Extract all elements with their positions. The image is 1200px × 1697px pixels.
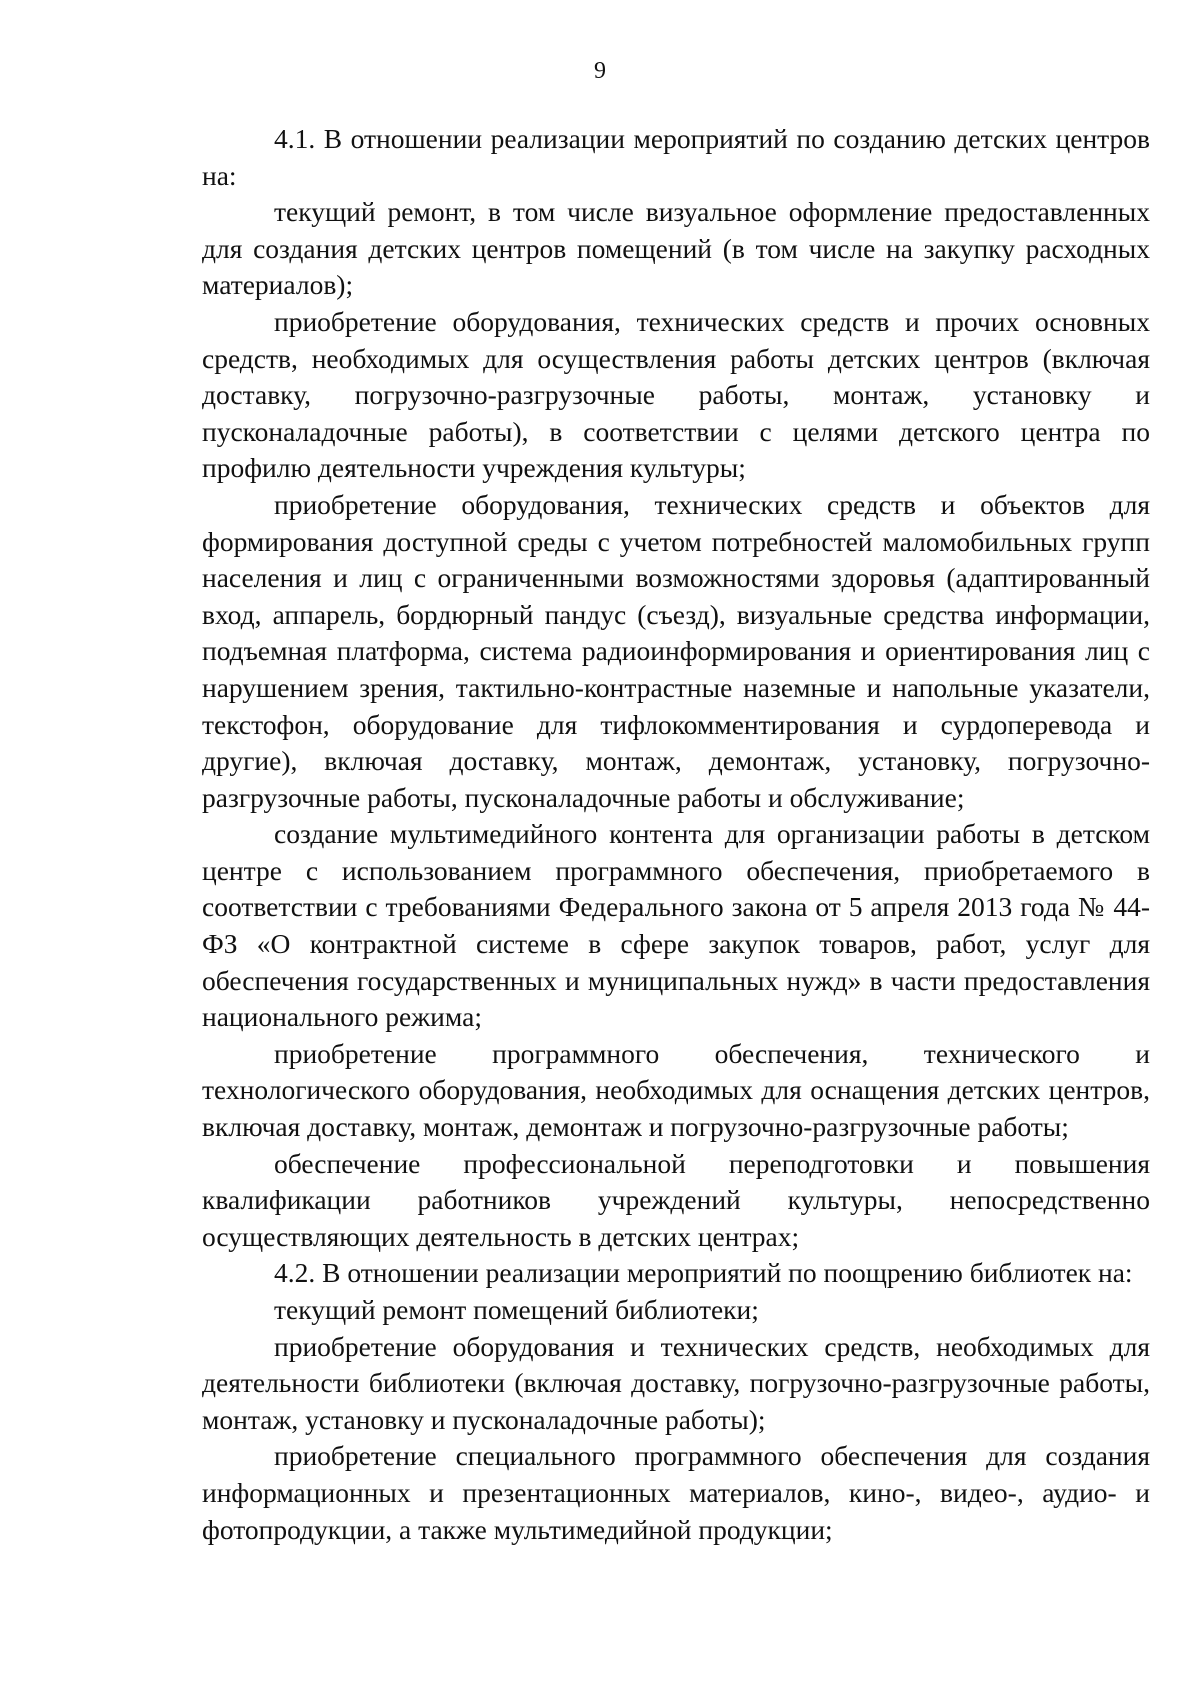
paragraph-library-equipment: приобретение оборудования и технических средств, необходимых для деятельности библиотеки (включая доставку, погрузочно-разгрузочные работы, монтаж, установку и пусконаладочные работы); — [202, 1330, 1150, 1435]
paragraph-library-repair: текущий ремонт помещений библиотеки; — [274, 1294, 759, 1325]
paragraph-library-software: приобретение специального программного обеспечения для создания информационных и презентационных материалов, кино-, видео-, аудио- и фотопродукции, а также мультимедийной продукции; — [202, 1440, 1150, 1545]
paragraph-equipment-purchase: приобретение оборудования, технических средств и прочих основных средств, необходимых для осуществления работы детских центров (включая доставку, погрузочно-разгрузочные работы, монтаж, установку и пусконаладочные работы), в соответствии с целями детского центра по профилю деятельности учреждения культуры; — [202, 305, 1150, 484]
paragraph-software-purchase: приобретение программного обеспечения, технического и технологического оборудования, необходимых для оснащения детских центров, включая доставку, монтаж, демонтаж и погрузочно-разгрузочные работы; — [202, 1037, 1150, 1143]
page-number: 9 — [594, 58, 606, 84]
paragraph-4-1-heading: 4.1. В отношении реализации мероприятий по созданию детских центров на: — [202, 123, 1150, 191]
paragraph-multimedia-content: создание мультимедийного контента для организации работы в детском центре с использованием программного обеспечения, приобретаемого в соответствии с требованиями Федерального закона от 5 апреля 2013 года № 44-ФЗ «О контрактной системе в сфере закупок товаров, работ, услуг для обеспечения государственных и муниципальных нужд» в части предоставления национального режима; — [202, 818, 1150, 1033]
paragraph-current-repair: текущий ремонт, в том числе визуальное оформление предоставленных для создания детских центров помещений (в том числе на закупку расходных материалов); — [202, 196, 1150, 301]
document-body — [202, 121, 1150, 1548]
paragraph-staff-training: обеспечение профессиональной переподготовки и повышения квалификации работников учреждений культуры, непосредственно осуществляющих деятельность в детских центрах; — [202, 1147, 1150, 1252]
paragraph-4-2-heading: 4.2. В отношении реализации мероприятий по поощрению библиотек на: — [274, 1257, 1133, 1289]
paragraph-accessible-environment: приобретение оборудования, технических средств и объектов для формирования доступной среды с учетом потребностей маломобильных групп населения и лиц с ограниченными возможностями здоровья (адаптированный вход, аппарель, бордюрный пандус (съезд), визуальные средства информации, подъемная платформа, система радиоинформирования и ориентирования лиц с нарушением зрения, тактильно-контрастные наземные и напольные указатели, текстофон, оборудование для тифлокомментирования и сурдоперевода и другие), включая доставку, монтаж, демонтаж, установку, погрузочно-разгрузочные работы, пусконаладочные работы и обслуживание; — [202, 488, 1150, 813]
